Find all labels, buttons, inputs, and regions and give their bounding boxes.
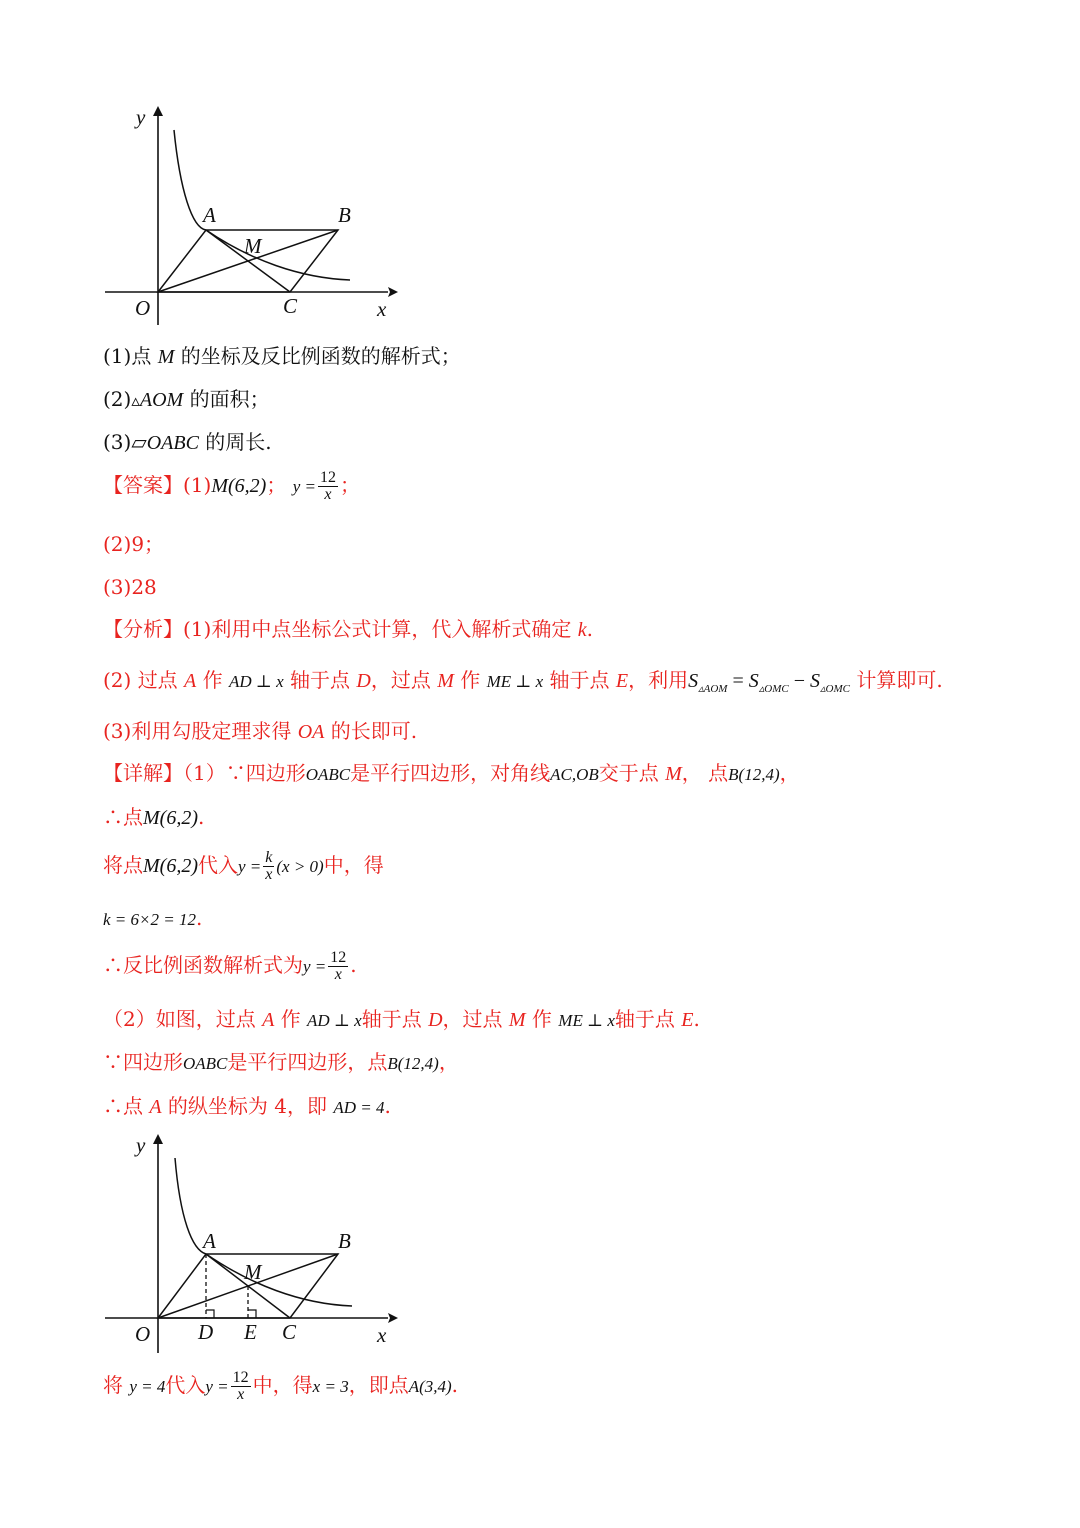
d6-ME: ME ⊥ x [558,1011,615,1030]
d6-AD: AD ⊥ x [307,1011,362,1030]
d6-b: 作 [274,1007,308,1031]
d6-d: ，过点 [442,1007,509,1031]
d7-a: ∵四边形 [103,1050,183,1074]
d6-A: A [262,1009,275,1031]
answer-p1: (1) [183,473,212,497]
q3-var: OABC [146,432,199,454]
a2-a: (2) 过点 [103,668,185,692]
answer-eq: y = [292,477,316,496]
d4-end: . [195,906,203,930]
right-angle-e [248,1310,256,1318]
d8-c: . [384,1094,391,1118]
d2-M: M(6,2) [143,807,198,829]
answer-line-3 [103,575,157,599]
d5-eq: y = [303,957,327,976]
answer-tag: 【答案】 [103,473,183,497]
answer-line-2 [103,532,164,556]
d1-c: 交于点 [598,761,666,785]
d2-b: . [197,805,205,829]
s-minus: − [788,670,811,692]
q1-var: M [157,346,175,368]
d5-end: . [350,953,357,977]
analysis-k: k [577,619,587,641]
hyperbola-curve [174,130,350,280]
question-3 [103,430,272,455]
d3-c: 中，得 [323,853,384,877]
analysis-tag: 【分析】 [103,617,183,641]
label-o-2: O [135,1322,151,1346]
q2-prefix: (2) [103,387,132,411]
d6-D: D [428,1009,443,1031]
right-angle-d [206,1310,214,1318]
label-x: x [377,297,387,321]
label-b: B [338,203,351,227]
d6-M: M [508,1009,526,1031]
s-3: S [810,670,821,692]
frac-num: 12 [319,469,336,486]
d3-a: 将点 [103,853,143,877]
d6-E: E [681,1009,694,1031]
detail-line-8 [103,1094,391,1119]
q2-var: AOM [139,389,184,411]
d3-den: x [265,866,273,883]
d1-a: （1）∵四边形 [183,761,306,785]
d6-a: （2）如图，过点 [103,1007,263,1031]
a3-b: 的长即可. [324,719,418,743]
a2-E: E [615,670,629,692]
d9-y: y = 4 [129,1377,166,1396]
x-axis-arrow [388,287,398,297]
d8-AD: AD = 4 [333,1098,385,1117]
d3-cond: (x > 0) [276,857,324,876]
d3-b: 代入 [197,853,238,877]
q1-prefix: (1)点 [103,344,158,368]
detail-tag: 【详解】 [103,761,183,785]
frac-den: x [324,486,332,503]
d6-f: 轴于点 [614,1007,682,1031]
detail-line-1 [103,761,800,786]
analysis-l1end: . [586,617,593,641]
d9-eq: y = [205,1377,229,1396]
s-1: S [688,670,699,692]
d8-b: 的纵坐标为 4，即 [161,1094,334,1118]
label-x-2: x [377,1323,387,1347]
y-axis-arrow-2 [153,1134,163,1144]
label-a-2: A [203,1229,216,1253]
detail-line-5 [103,950,357,983]
answer-sep: ； [266,473,287,497]
detail-line-9 [103,1370,458,1403]
figure-parallelogram-2 [100,1128,400,1358]
detail-line-4 [103,906,202,930]
d9-fraction [231,1370,251,1403]
detail-line-3 [103,850,384,883]
d1-b: 是平行四边形，对角线 [350,761,551,785]
d5-a: ∴反比例函数解析式为 [103,953,303,977]
d8-a: ∴点 [103,1094,150,1118]
d3-num: k [265,849,273,866]
a2-M: M [437,670,454,692]
d1-d: ， 点 [681,761,729,785]
s-sub1: ▵AOM [698,683,728,695]
a2-b: 作 [196,668,229,692]
d1-acob: AC,OB [550,765,599,784]
d2-a: ∴点 [103,805,143,829]
d7-B: B(12,4) [387,1054,439,1073]
analysis-line-1 [103,617,593,642]
q3-prefix: (3) [103,430,132,454]
a3-a: (3)利用勾股定理求得 [103,719,298,743]
answer-m-coord: M(6,2) [211,475,267,497]
parallelogram-symbol: ▱ [131,430,147,454]
d9-x: x = 3 [312,1377,349,1396]
d1-B: B(12,4) [728,765,780,784]
label-m: M [244,234,262,258]
d9-a: 将 [103,1373,130,1397]
s-eq: = [727,670,749,692]
analysis-line-3 [103,719,417,744]
q2-suffix: 的面积； [183,387,270,411]
label-y: y [136,105,146,129]
label-c-2: C [282,1320,297,1344]
d5-den: x [334,966,342,983]
d8-A: A [149,1096,162,1118]
question-1 [103,344,461,369]
hyperbola-curve-2 [175,1158,352,1306]
d5-num: 12 [330,949,347,966]
d3-fraction [263,850,274,883]
s-sub2: ▵OMC [758,683,789,695]
d9-c: 中，得 [252,1373,313,1397]
a3-OA: OA [297,721,325,743]
detail-line-7 [103,1050,459,1074]
label-m-2: M [244,1260,262,1284]
s-sub3: ▵OMC [820,683,850,695]
d1-M: M [665,763,682,785]
label-y-2: y [136,1133,146,1157]
s-2: S [748,670,759,692]
label-o: O [135,296,151,320]
d7-c: ， [438,1050,459,1074]
label-a: A [203,203,216,227]
answer-fraction [318,470,338,503]
d9-d: ，即点 [348,1373,409,1397]
label-d-2: D [198,1320,214,1344]
x-axis-arrow-2 [388,1313,398,1323]
d9-num: 12 [232,1369,249,1386]
d6-e: 作 [525,1007,559,1031]
d7-b: 是平行四边形，点 [227,1050,388,1074]
detail-line-2 [103,805,204,830]
a2-e: 作 [453,668,487,692]
d9-e: . [451,1373,459,1397]
d3-eq: y = [237,857,262,876]
label-b-2: B [338,1229,351,1253]
d3-M: M(6,2) [143,855,198,877]
d6-c: 轴于点 [361,1007,429,1031]
figure-parallelogram-1 [100,100,400,330]
a2-f: 轴于点 [543,668,616,692]
a2-g: ，利用 [628,668,689,692]
d9-den: x [237,1386,245,1403]
d9-b: 代入 [165,1373,206,1397]
answer-3: (3)28 [103,575,157,599]
y-axis-arrow [153,106,163,116]
d1-e: ， [779,761,800,785]
q3-suffix: 的周长. [198,430,272,454]
triangle-symbol: ▵ [131,391,140,411]
d4-eq: k = 6×2 = 12 [103,910,196,929]
d9-A: A(3,4) [408,1377,452,1396]
analysis-line-2 [103,668,943,696]
a2-AD: AD ⊥ x [228,672,284,691]
analysis-l1a: (1)利用中点坐标公式计算，代入解析式确定 [183,617,578,641]
d7-oabc: OABC [183,1054,228,1073]
detail-line-6 [103,1007,700,1032]
label-c: C [283,294,298,318]
a2-c: 轴于点 [283,668,357,692]
question-2 [103,387,270,412]
answer-line-1 [103,470,360,503]
answer-end: ； [339,473,360,497]
label-e-2: E [244,1320,257,1344]
d5-fraction [328,950,348,983]
a2-d: ，过点 [370,668,438,692]
a2-A: A [184,670,197,692]
q1-suffix: 的坐标及反比例函数的解析式； [174,344,461,368]
answer-2: (2)9； [103,532,165,556]
d1-oabc: OABC [305,765,351,784]
a2-h: 计算即可. [849,668,943,692]
d6-g: . [693,1007,700,1031]
a2-ME: ME ⊥ x [486,672,544,691]
a2-D: D [356,670,371,692]
